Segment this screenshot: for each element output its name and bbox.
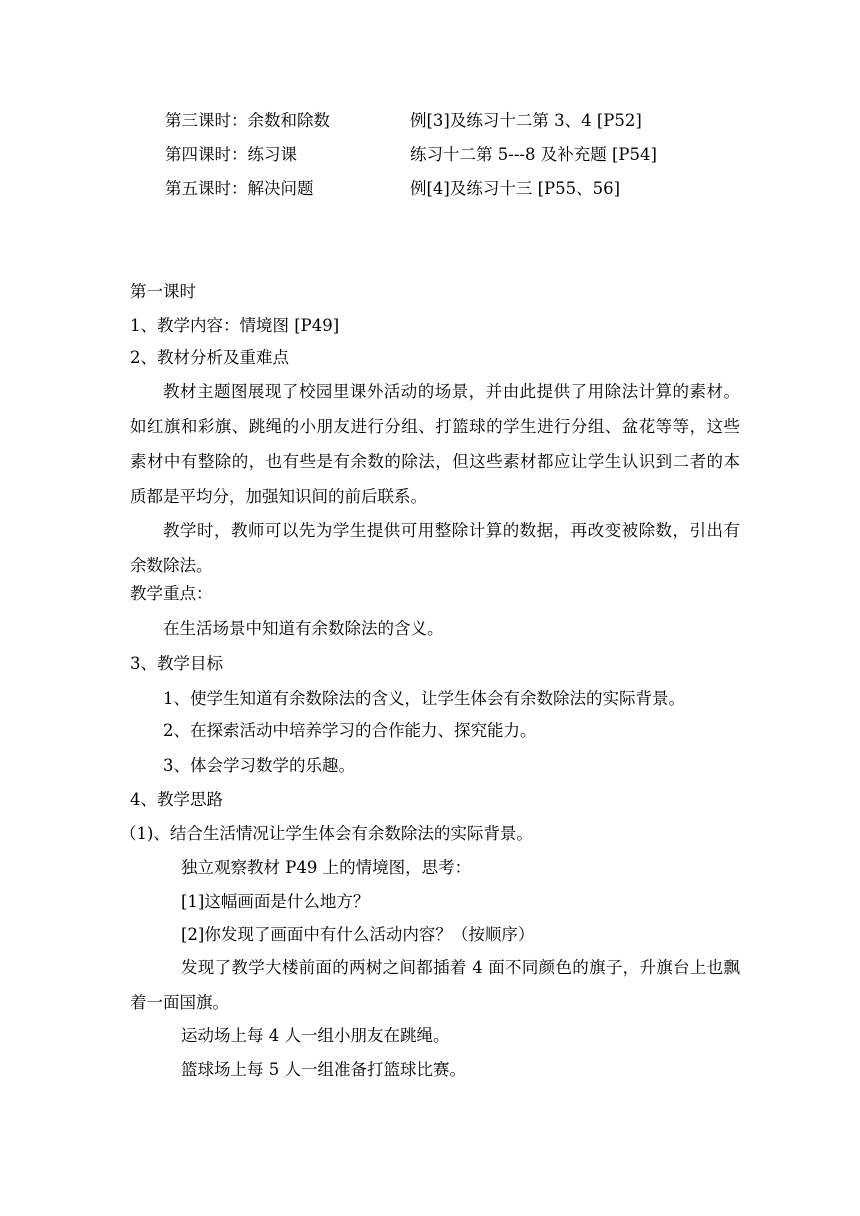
finding-2: 运动场上每 4 人一组小朋友在跳绳。 xyxy=(181,1026,450,1045)
goal-item-1: 1、使学生知道有余数除法的含义，让学生体会有余数除法的实际背景。 xyxy=(163,689,685,708)
goal-item-3: 3、体会学习数学的乐趣。 xyxy=(163,756,355,775)
lesson-title: 第一课时 xyxy=(130,282,196,301)
teaching-content-heading: 1、教学内容：情境图 [P49] xyxy=(130,316,340,335)
goals-heading: 3、教学目标 xyxy=(130,654,223,673)
observe-instruction: 独立观察教材 P49 上的情境图，思考： xyxy=(181,858,472,877)
schedule-lesson-3: 第三课时：余数和除数 xyxy=(165,111,330,130)
question-2: [2]你发现了画面中有什么活动内容？（按顺序） xyxy=(181,925,535,944)
analysis-paragraph-1: 教材主题图展现了校园里课外活动的场景，并由此提供了用除法计算的素材。如红旗和彩旗、跳绳的小朋友进行分组、打篮球的学生进行分组、盆花等等，这些素材中有整除的，也有些是有余数的除法，但这些素材都应让学生认识到二者的本质都是平均分，加强知识间的前后联系。 xyxy=(130,382,740,506)
goal-item-2: 2、在探索活动中培养学习的合作能力、探究能力。 xyxy=(163,721,537,740)
question-1: [1]这幅画面是什么地方？ xyxy=(181,892,370,911)
analysis-heading: 2、教材分析及重难点 xyxy=(130,348,289,367)
key-point-label: 教学重点： xyxy=(130,584,213,603)
schedule-content-3: 例[3]及练习十二第 3、4 [P52] xyxy=(410,111,642,130)
approach-heading: 4、教学思路 xyxy=(130,790,223,809)
key-point-text: 在生活场景中知道有余数除法的含义。 xyxy=(163,619,444,638)
schedule-lesson-4: 第四课时：练习课 xyxy=(165,145,297,164)
approach-step-1: （1)、结合生活情况让学生体会有余数除法的实际背景。 xyxy=(120,824,533,843)
finding-3: 篮球场上每 5 人一组准备打篮球比赛。 xyxy=(181,1060,466,1079)
finding-paragraph-1: 发现了教学大楼前面的两树之间都插着 4 面不同颜色的旗子，升旗台上也飘着一面国旗。 xyxy=(130,958,740,1012)
schedule-content-5: 例[4]及练习十三 [P55、56] xyxy=(410,179,621,198)
schedule-content-4: 练习十二第 5---8 及补充题 [P54] xyxy=(410,145,657,164)
schedule-lesson-5: 第五课时：解决问题 xyxy=(165,179,314,198)
analysis-paragraph-2: 教学时，教师可以先为学生提供可用整除计算的数据，再改变被除数，引出有余数除法。 xyxy=(130,521,740,575)
